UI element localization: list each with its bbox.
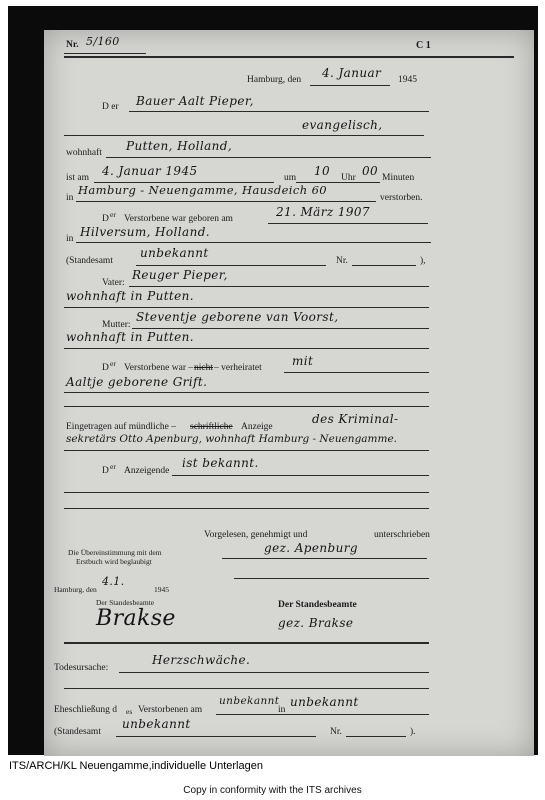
- conformity-caption: Copy in conformity with the ITS archives: [183, 785, 362, 796]
- photo-frame: [8, 6, 538, 755]
- death-certificate: [44, 30, 534, 756]
- year-value: 1945: [398, 75, 417, 85]
- anzeigende-prefix: D: [102, 466, 109, 476]
- informant-line-1: des Kriminal-: [312, 412, 399, 426]
- anzeigende-value: ist bekannt.: [182, 456, 259, 470]
- ehe-suffix: es: [126, 707, 133, 716]
- birth-place: Hilversum, Holland.: [80, 225, 210, 239]
- spouse: Aaltje geborene Grift.: [66, 375, 208, 389]
- eingetragen-label-a: Eingetragen auf mündliche –: [66, 422, 177, 432]
- ehe-value-b: unbekannt: [290, 695, 359, 709]
- informant-line-2: sekretärs Otto Apenburg, wohnhaft Hamburg - Neuengamme.: [66, 433, 398, 445]
- father-residence: wohnhaft in Putten.: [66, 289, 194, 303]
- mutter-label: Mutter:: [102, 320, 131, 330]
- close-paren: ),: [420, 256, 426, 266]
- der-label: D er: [102, 102, 119, 112]
- form-code: C 1: [416, 40, 431, 51]
- nr-value: 5/160: [86, 35, 120, 48]
- deceased-name: Bauer Aalt Pieper,: [136, 94, 254, 108]
- der-standesbeamte-small: Der Standesbeamte: [96, 598, 155, 607]
- nr-label: Nr.: [66, 40, 79, 50]
- mother: Steventje geborene van Voorst,: [136, 310, 339, 324]
- born-prefix: D: [102, 214, 109, 224]
- unterschrieben-label: unterschrieben: [374, 530, 430, 540]
- todesursache-label: Todesursache:: [54, 663, 109, 673]
- nr2-label: Nr.: [336, 256, 348, 266]
- cert-date: 4.1.: [102, 575, 125, 588]
- married-label-b: – verheiratet: [214, 363, 262, 373]
- um-label: um: [284, 173, 297, 183]
- death-date: 4. Januar 1945: [102, 164, 198, 178]
- residence-label: wohnhaft: [66, 148, 102, 158]
- hamburg-den-label: Hamburg, den: [54, 585, 97, 594]
- signature-right: gez. Brakse: [278, 616, 354, 630]
- vorgelesen-label: Vorgelesen, genehmigt und: [204, 530, 308, 540]
- religion: evangelisch,: [302, 118, 383, 132]
- nr3-label: Nr.: [330, 727, 342, 737]
- todesursache: Herzschwäche.: [152, 653, 251, 667]
- place-date-label: Hamburg, den: [247, 75, 302, 85]
- eingetragen-label-b: Anzeige: [241, 422, 273, 432]
- minuten-label: Minuten: [382, 173, 415, 183]
- verstorben-label: verstorben.: [380, 193, 423, 203]
- married-mit: mit: [292, 354, 314, 368]
- minutes: 00: [362, 164, 379, 178]
- ehe-value-a: unbekannt: [219, 695, 280, 707]
- ehe-label-a: Eheschließung d: [54, 705, 118, 715]
- close-paren2: ).: [410, 727, 416, 737]
- cert-year: 1945: [154, 585, 169, 594]
- in2-label: in: [66, 234, 74, 244]
- anzeigende-suffix: er: [110, 462, 116, 471]
- date-value: 4. Januar: [322, 66, 382, 80]
- hour: 10: [314, 164, 331, 178]
- ehe-in: in: [278, 705, 286, 715]
- standesamt2-label: (Standesamt: [54, 727, 101, 737]
- father: Reuger Pieper,: [132, 268, 228, 282]
- death-place: Hamburg - Neuengamme, Hausdeich 60: [78, 183, 328, 197]
- standesamt-label: (Standesamt: [66, 256, 113, 266]
- uebereinstimmung-1: Die Übereinstimmung mit dem: [68, 548, 162, 557]
- married-nicht: nicht: [194, 363, 213, 373]
- standesamt-value: unbekannt: [140, 246, 209, 260]
- uhr-label: Uhr: [341, 173, 356, 183]
- married-suffix: er: [110, 359, 116, 368]
- in-label: in: [66, 193, 74, 203]
- born-label: Verstorbene war geboren am: [124, 214, 233, 224]
- eingetragen-strike: schriftliche: [190, 422, 233, 432]
- der-standesbeamte: Der Standesbeamte: [278, 600, 357, 610]
- ehe-label-b: Verstorbenen am: [138, 705, 203, 715]
- signed-informant: gez. Apenburg: [264, 541, 358, 555]
- ist-am-label: ist am: [66, 173, 89, 183]
- born-suffix: er: [110, 210, 116, 219]
- married-prefix: D: [102, 363, 109, 373]
- mother-residence: wohnhaft in Putten.: [66, 330, 194, 344]
- signature-left: Brakse: [96, 606, 176, 631]
- archive-source-caption: ITS/ARCH/KL Neuengamme,individuelle Unterlagen: [9, 760, 263, 772]
- residence: Putten, Holland,: [126, 139, 233, 153]
- vater-label: Vater:: [102, 278, 125, 288]
- uebereinstimmung-2: Erstbuch wird beglaubigt: [76, 557, 152, 566]
- anzeigende-label: Anzeigende: [124, 466, 170, 476]
- standesamt2-value: unbekannt: [122, 717, 191, 731]
- married-label-a: Verstorbene war –: [124, 363, 194, 373]
- birth-date: 21. März 1907: [276, 205, 370, 219]
